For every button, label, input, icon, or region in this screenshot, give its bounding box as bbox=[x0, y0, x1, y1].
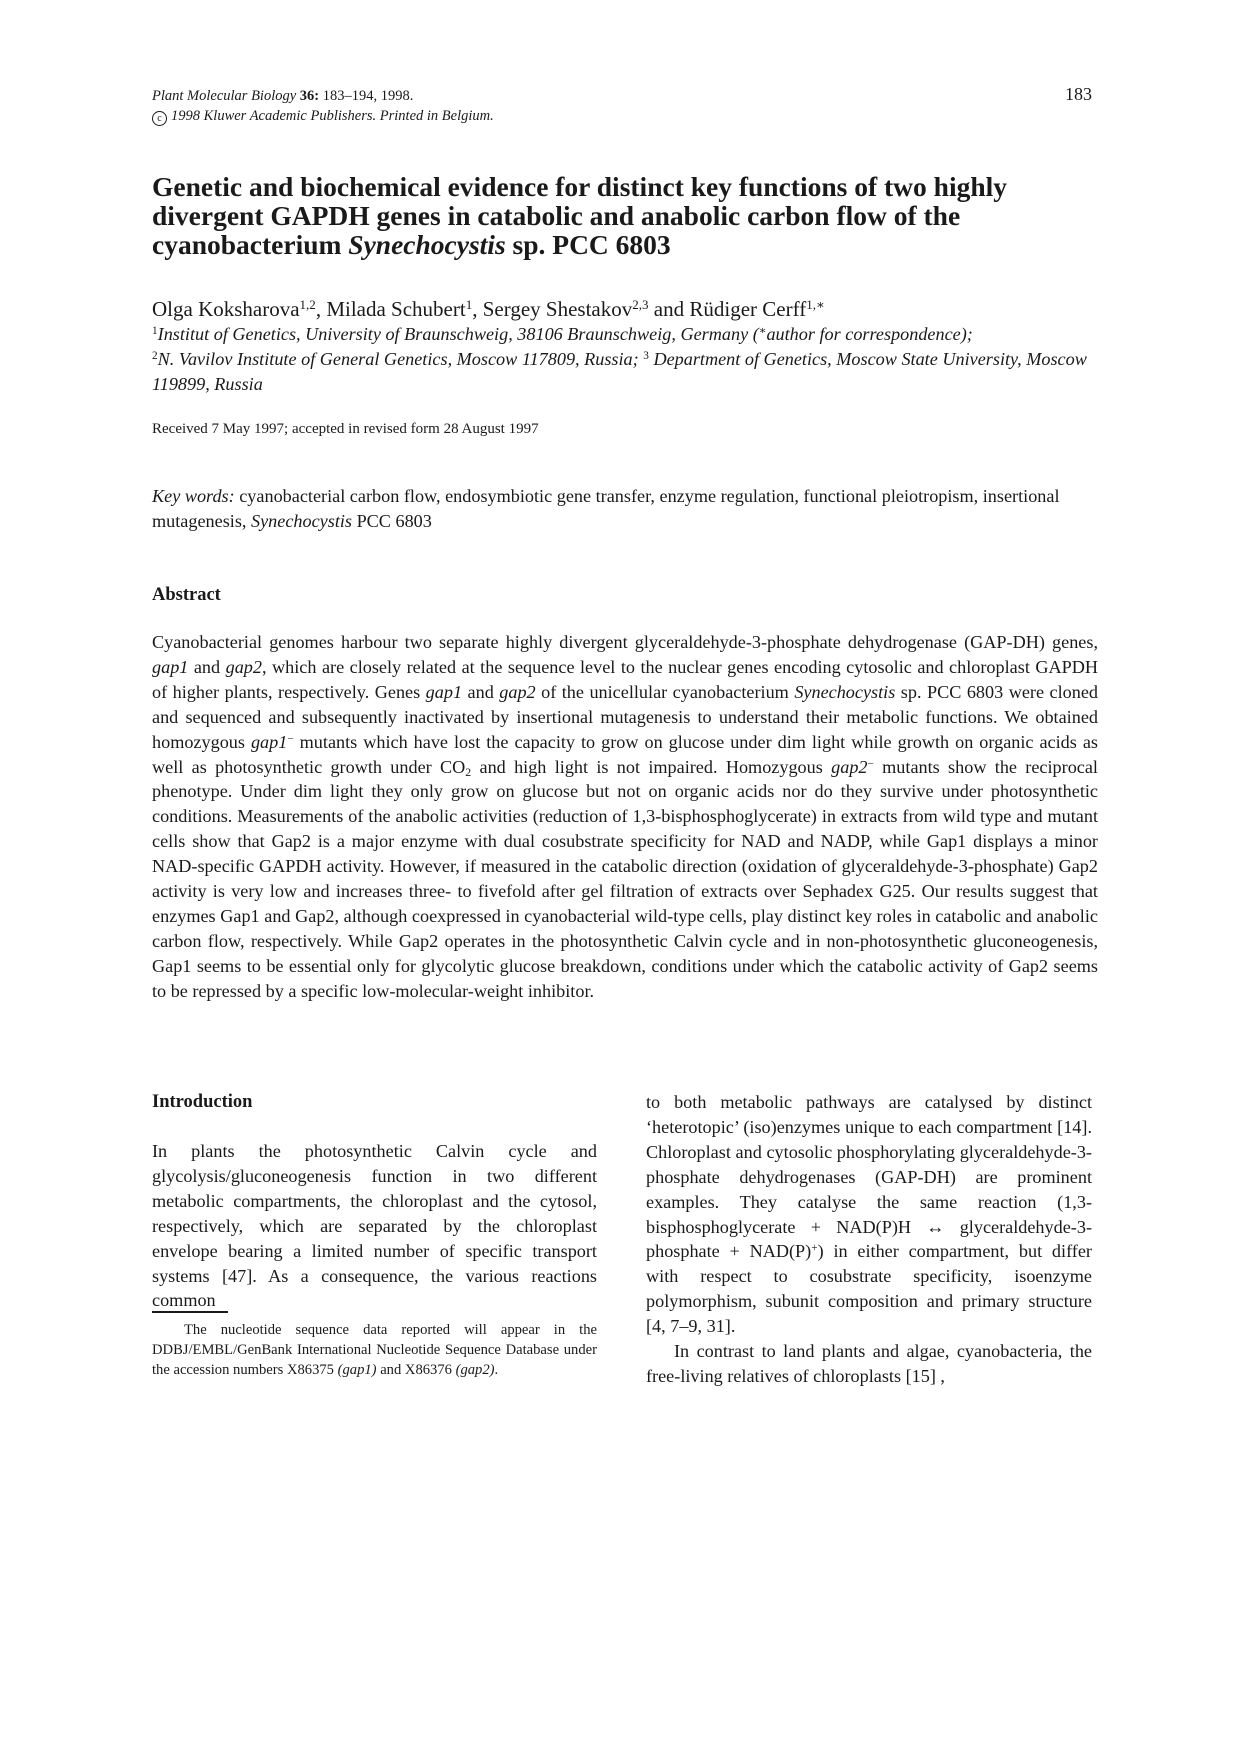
introduction-heading: Introduction bbox=[152, 1092, 253, 1112]
author-4: and Rüdiger Cerff bbox=[648, 297, 807, 321]
intro-paragraph-1: In plants the photosynthetic Calvin cycle and glycolysis/gluconeogenesis function in two different metabolic compartments, the chloroplast and the cytosol, respectively, which are separated by the chloroplast envelope bearing a limited number of specific transport systems [47]. As a consequence, the various reactions common bbox=[152, 1141, 597, 1311]
keywords: Key words: cyanobacterial carbon flow, endosymbiotic gene transfer, enzyme regulation, functional pleiotropism, insertional mutagenesis, Synechocystis PCC 6803 bbox=[152, 486, 1060, 531]
abstract-body: Cyanobacterial genomes harbour two separate highly divergent glyceraldehyde-3-phosphate dehydrogenase (GAP-DH) genes, gap1 and gap2, which are closely related at the sequence level to the nuclear genes encoding cytosolic and chloroplast GAPDH of higher plants, respectively. Genes gap1 and gap2 of the unicellular cyanobacterium Synechocystis sp. PCC 6803 were cloned and sequenced and subsequently inactivated by insertional mutagenesis to understand their metabolic functions. We obtained homozygous gap1− mutants which have lost the capacity to grow on glucose under dim light while growth on organic acids as well as photosynthetic growth under $CO_2$ and high light is not impaired. Homozygous gap2− mutants show the reciprocal phenotype. Under dim light they only grow on glucose but not on organic acids nor do they survive under photosynthetic conditions. Measurements of the anabolic activities (reduction of 1,3-bisphosphoglycerate) in extracts from wild type and mutant cells show that Gap2 is a major enzyme with dual cosubstrate specificity for NAD and NADP, while Gap1 displays a minor NAD-specific GAPDH activity. However, if measured in the catabolic direction (oxidation of glyceraldehyde-3-phosphate) Gap2 activity is very low and increases three- to fivefold after gel filtration of extracts over Sephadex G25. Our results suggest that enzymes Gap1 and Gap2, although coexpressed in cyanobacterial wild-type cells, play distinct key roles in catabolic and anabolic carbon flow, respectively. While Gap2 operates in the photosynthetic Calvin cycle and in non-photosynthetic gluconeogenesis, Gap1 seems to be essential only for glycolytic glucose breakdown, conditions under which the catabolic activity of Gap2 seems to be repressed by a specific low-molecular-weight inhibitor. bbox=[152, 632, 1099, 1001]
author-1: Olga Koksharova bbox=[152, 297, 300, 321]
paper-title: Genetic and biochemical evidence for distinct key functions of two highly divergent GAPDH genes in catabolic and anabolic carbon flow of the cyanobacterium Synechocystis sp. PCC 6803 bbox=[152, 171, 1008, 260]
keywords-label: Key words: bbox=[152, 486, 235, 506]
journal-pages: 183–194, 1998. bbox=[322, 88, 414, 104]
title-organism: Synechocystis bbox=[348, 229, 506, 260]
received-dates: Received 7 May 1997; accepted in revised form 28 August 1997 bbox=[152, 421, 539, 437]
intro-paragraph-2: to both metabolic pathways are catalysed by distinct ‘heterotopic’ (iso)enzymes unique to each compartment [14]. Chloroplast and cytosolic phosphorylating glyceraldehyde-3-phosphate dehydrogenases (GAP-DH) are prominent examples. They catalyse the same reaction (1,3-bisphosphoglycerate + NAD(P)H ↔ glyceraldehyde-3-phosphate + NAD(P)+) in either compartment, but differ with respect to cosubstrate specificity, isoenzyme polymorphism, subunit composition and primary structure [4, 7–9, 31]. bbox=[646, 1092, 1092, 1337]
intro-left-column bbox=[152, 1139, 597, 1313]
author-3: , Sergey Shestakov bbox=[472, 297, 633, 321]
copyright-line bbox=[152, 106, 494, 126]
journal-citation bbox=[152, 86, 413, 106]
author-2: , Milada Schubert bbox=[315, 297, 466, 321]
copyright-icon: c bbox=[152, 111, 167, 126]
footnote: The nucleotide sequence data reported will appear in the DDBJ/EMBL/GenBank International Nucleotide Sequence Database under the accession numbers X86375 (gap1) and X86376 (gap2). bbox=[152, 1322, 597, 1378]
copyright-text: 1998 Kluwer Academic Publishers. Printed in Belgium. bbox=[171, 108, 494, 124]
abstract-heading: Abstract bbox=[152, 585, 221, 605]
affiliations: $^1$Institut of Genetics, University of Braunschweig, 38106 Braunschweig, Germany (∗author for correspondence); $^2$N. Vavilov Institute of General Genetics, Moscow 117809, Russia; $^3$ Department of Genetics, Moscow State University, Moscow 119899, Russia bbox=[152, 324, 1087, 394]
journal-name: Plant Molecular Biology bbox=[152, 88, 297, 104]
intro-right-column bbox=[646, 1090, 1092, 1389]
page-number: 183 bbox=[1065, 84, 1092, 104]
intro-paragraph-3: In contrast to land plants and algae, cyanobacteria, the free-living relatives of chloroplasts [15] , bbox=[646, 1341, 1092, 1386]
journal-volume: 36: bbox=[299, 88, 320, 104]
footnote-rule bbox=[152, 1311, 228, 1313]
author-list: Olga Koksharova$^{1,2}$, Milada Schubert$^1$, Sergey Shestakov$^{2,3}$ and Rüdiger Cerff$^{1,∗}$ bbox=[152, 296, 825, 321]
